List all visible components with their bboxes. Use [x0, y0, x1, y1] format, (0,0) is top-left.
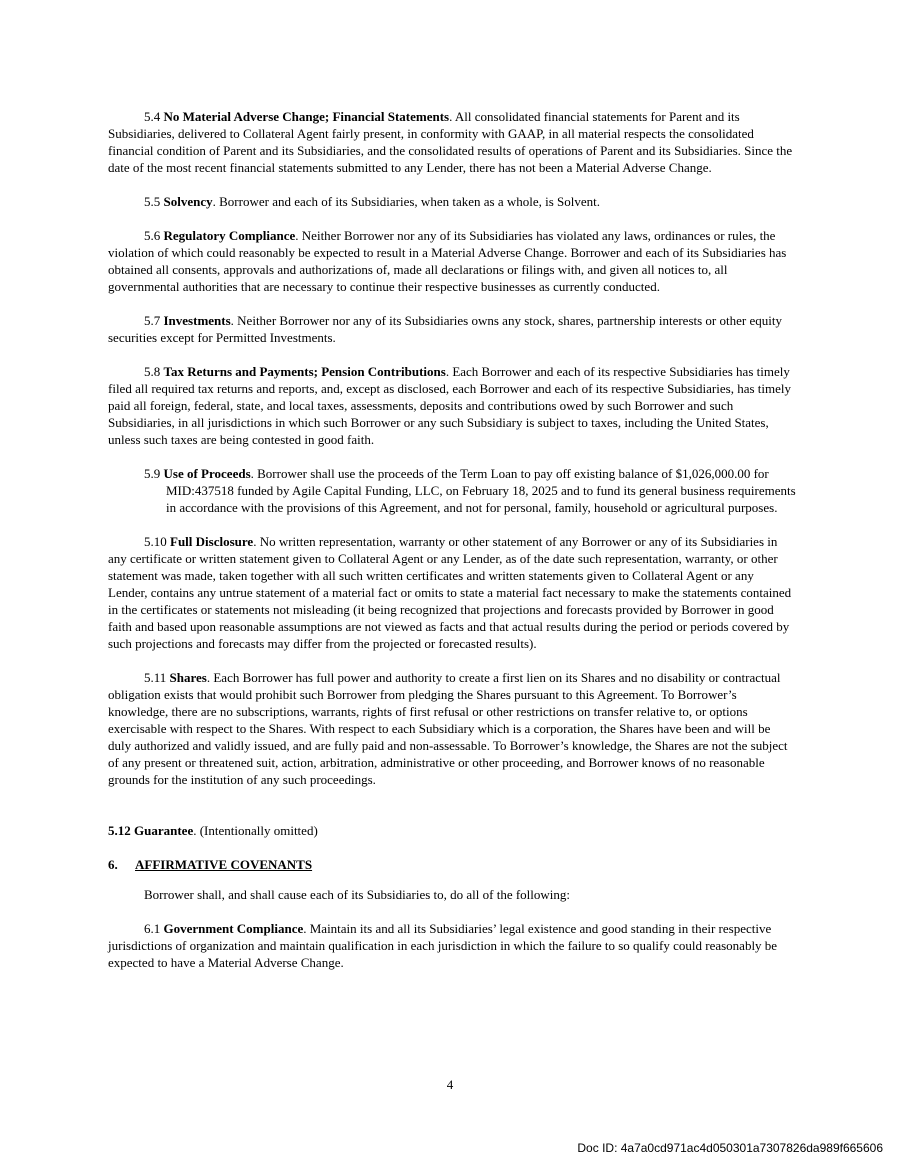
section-5-6	[108, 227, 796, 295]
section-title: Shares	[169, 670, 207, 685]
section-text: . All consolidated financial statements for Parent and its Subsidiaries, delivered to Collateral Agent fairly present, in conformity with GAAP, in all material respects the consolidated financial condition of Parent and its Subsidiaries, and the consolidated results of operations of Parent and its Subsidiaries. Since the date of the most recent financial statements submitted to any Lender, there has not been a Material Adverse Change.	[108, 109, 793, 175]
section-5-9	[144, 465, 796, 516]
section-number: 6.1	[144, 921, 161, 936]
section-5-10	[108, 533, 796, 652]
section-number: 5.7	[144, 313, 161, 328]
section-5-7	[108, 312, 796, 346]
section-number-text: 5.12	[108, 823, 131, 838]
section-number	[108, 823, 193, 838]
section-title: Government Compliance	[163, 921, 304, 936]
section-5-8	[108, 363, 796, 448]
section-title: Solvency	[163, 194, 213, 209]
section-5-11	[108, 669, 796, 788]
section-text: . Neither Borrower nor any of its Subsidiaries owns any stock, shares, partnership interests or other equity securities except for Permitted Investments.	[108, 313, 782, 345]
section-number: 5.8	[144, 364, 161, 379]
section-title: Use of Proceeds	[163, 466, 251, 481]
section-title: Full Disclosure	[170, 534, 254, 549]
page-number: 4	[446, 1077, 454, 1092]
article-6-lead: Borrower shall, and shall cause each of its Subsidiaries to, do all of the following:	[144, 887, 571, 902]
section-number: 5.9	[144, 466, 161, 481]
section-5-12	[108, 822, 796, 839]
section-number: 5.4	[144, 109, 161, 124]
section-number: 5.10	[144, 534, 167, 549]
article-title: AFFIRMATIVE COVENANTS	[135, 857, 313, 872]
section-5-5	[108, 193, 796, 210]
section-title: No Material Adverse Change; Financial Statements	[163, 109, 450, 124]
section-text: . (Intentionally omitted)	[193, 823, 318, 838]
section-6-1	[108, 920, 796, 971]
section-number: 5.6	[144, 228, 161, 243]
section-text: . Neither Borrower nor any of its Subsidiaries has violated any laws, ordinances or rules, the violation of which could reasonably be expected to result in a Material Adverse Change. Borrower and each of its Subsidiaries has obtained all consents, approvals and authorizations of, made all declarations or filings with, and given all notices to, all governmental authorities that are necessary to continue their respective businesses as currently conducted.	[108, 228, 787, 294]
section-title: Tax Returns and Payments; Pension Contributions	[163, 364, 446, 379]
section-text: . Each Borrower has full power and authority to create a first lien on its Shares and no disability or contractual obligation exists that would prohibit such Borrower from pledging the Shares pursuant to this Agreement. To Borrower’s knowledge, there are no subscriptions, warrants, rights of first refusal or other restrictions on transfer relative to, or options exercisable with respect to the Shares. With respect to each Subsidiary which is a corporation, the Shares have been and will be duly authorized and validly issued, and are fully paid and non-assessable. To Borrower’s knowledge, the Shares are not the subject of any present or threatened suit, action, arbitration, administrative or other proceeding, and Borrower knows of no reasonable grounds for the institution of any such proceedings.	[108, 670, 788, 787]
doc-id: Doc ID: 4a7a0cd971ac4d050301a7307826da989f665606	[577, 1141, 883, 1155]
article-number: 6.	[108, 857, 118, 872]
section-text: . Borrower shall use the proceeds of the Term Loan to pay off existing balance of $1,026,000.00 for MID:437518 funded by Agile Capital Funding, LLC, on February 18, 2025 and to fund its general business requirements in accordance with the provisions of this Agreement, and not for personal, family, household or agricultural purposes.	[166, 466, 796, 515]
section-title: Regulatory Compliance	[163, 228, 296, 243]
section-title: Guarantee	[134, 823, 194, 838]
section-text: . Borrower and each of its Subsidiaries, when taken as a whole, is Solvent.	[212, 194, 601, 209]
section-text: . No written representation, warranty or other statement of any Borrower or any of its Subsidiaries in any certificate or written statement given to Collateral Agent or any Lender, as of the date such representation, warranty, or other statement was made, taken together with all such written certificates and written statements given to Collateral Agent or any Lender, contains any untrue statement of a material fact or omits to state a material fact necessary to make the statements contained in the certificates or statements not misleading (it being recognized that projections and forecasts provided by Borrower in good faith and based upon reasonable assumptions are not viewed as facts and that actual results during the period or periods covered by such projections and forecasts may differ from the projected or forecasted results).	[108, 534, 792, 651]
section-title: Investments	[163, 313, 231, 328]
section-number: 5.5	[144, 194, 161, 209]
section-5-4	[108, 108, 796, 176]
section-number: 5.11	[144, 670, 167, 685]
article-6-heading	[108, 856, 796, 873]
page-body	[108, 108, 796, 988]
section-text: . Each Borrower and each of its respective Subsidiaries has timely filed all required tax returns and reports, and, except as disclosed, each Borrower and each of its respective Subsidiaries, has timely paid all foreign, federal, state, and local taxes, assessments, deposits and contributions owed by such Borrower and such Subsidiaries, in all jurisdictions in which such Borrower or any such Subsidiary is subject to taxes, including the United States, unless such taxes are being contested in good faith.	[108, 364, 791, 447]
section-text: . Maintain its and all its Subsidiaries’ legal existence and good standing in their respective jurisdictions of organization and maintain qualification in each jurisdiction in which the failure to so qualify could reasonably be expected to have a Material Adverse Change.	[108, 921, 778, 970]
